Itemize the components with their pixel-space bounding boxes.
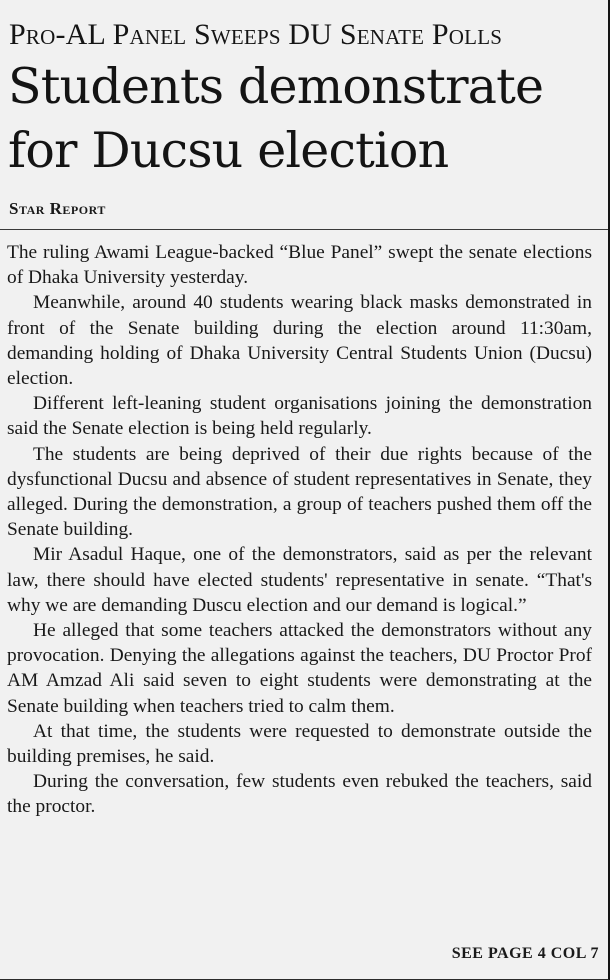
article-paragraph: Different left-leaning student organisations joining the demonstration said the Senate election is being held regularly. <box>7 393 592 440</box>
kicker-headline: Pro-AL Panel Sweeps DU Senate Polls <box>9 18 503 51</box>
continuation-note: SEE PAGE 4 COL 7 <box>451 945 599 962</box>
byline: Star Report <box>9 199 106 218</box>
article-paragraph: He alleged that some teachers attacked the demonstrators without any provocation. Denying the allegations against the teachers, DU Proctor Prof AM Amzad Ali said seven to eight students were demonstrating at the Senate building when teachers tried to calm them. <box>7 620 592 717</box>
article-body <box>7 240 592 820</box>
article-paragraph: Mir Asadul Haque, one of the demonstrators, said as per the relevant law, there should have elected students' representative in senate. “That's why we are demanding Duscu election and our demand is logical.” <box>7 544 592 616</box>
divider-rule <box>0 229 608 230</box>
article-paragraph: The students are being deprived of their due rights because of the dysfunctional Ducsu and absence of student representatives in Senate, they alleged. During the demonstration, a group of teachers pushed them off the Senate building. <box>7 443 592 541</box>
article-paragraph: During the conversation, few students even rebuked the teachers, said the proctor. <box>7 771 592 818</box>
main-headline: Students demonstrate for Ducsu election <box>8 58 544 179</box>
article-paragraph: At that time, the students were requested to demonstrate outside the building premises, he said. <box>7 720 592 768</box>
article-paragraph: Meanwhile, around 40 students wearing black masks demonstrated in front of the Senate building during the election around 11:30am, demanding holding of Dhaka University Central Students Union (Ducsu) election. <box>7 292 592 390</box>
article-paragraph: The ruling Awami League-backed “Blue Panel” swept the senate elections of Dhaka University yesterday. <box>7 242 592 289</box>
